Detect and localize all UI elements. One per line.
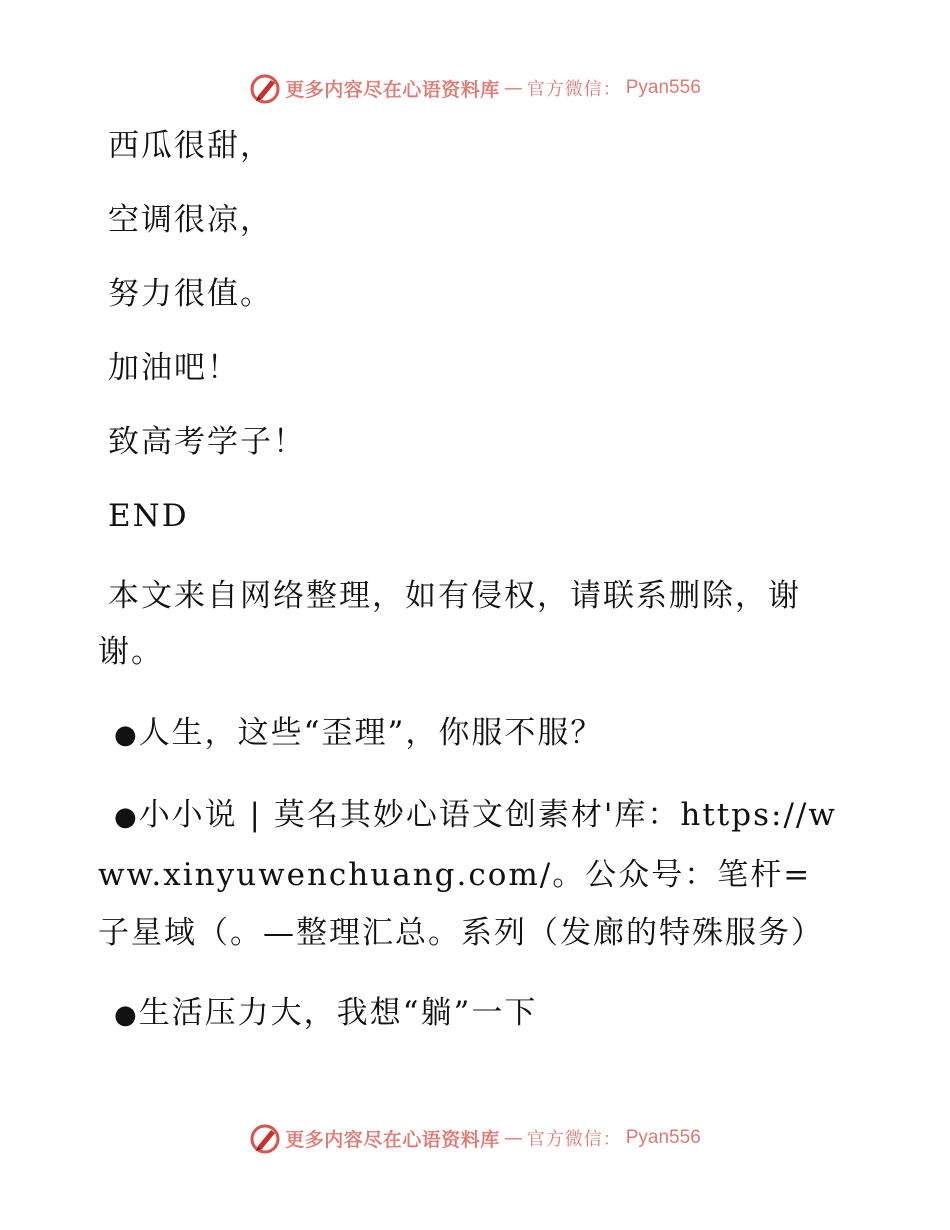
footer-wechat-id: Pyan556 [625,1127,701,1148]
page-header [0,72,950,104]
footer-brand-text: 更多内容尽在心语资料库 [285,1128,500,1151]
list-item[interactable] [98,786,838,962]
header-dash: — [503,77,523,99]
end-marker: END [108,498,189,534]
footer-dash: — [503,1127,523,1149]
text-line: 加油吧！ [108,350,240,386]
header-wechat-label: 官方微信： [526,79,622,100]
list-item-text: 生活压力大，我想“躺”一下 [138,995,538,1031]
bullet-dot-icon: ● [114,1000,139,1030]
footer-wechat-label: 官方微信： [526,1129,622,1150]
article-body [98,124,838,1066]
header-wechat-id: Pyan556 [625,77,701,98]
disclaimer-paragraph: 本文来自网络整理，如有侵权，请联系删除，谢谢。 [98,578,801,670]
list-item[interactable] [98,704,838,764]
text-line: 西瓜很甜， [108,128,273,164]
text-line: 致高考学子！ [108,424,306,460]
list-item-text: 人生，这些“歪理”，你服不服？ [138,715,604,751]
text-line: 空调很凉， [108,202,273,238]
bullet-dot-icon: ● [114,720,139,750]
text-line: 努力很值。 [108,276,273,312]
page-footer [0,1122,950,1154]
list-item-text: 小小说 | 莫名其妙心语文创素材'库：https://www.xinyuwenchuang.com/。公众号：笔杆=子星域（。—整理汇总。系列（发廊的特殊服务） [98,797,837,951]
header-brand-text: 更多内容尽在心语资料库 [285,78,500,101]
list-item[interactable] [98,984,838,1044]
pen-logo-icon [249,1122,281,1154]
pen-logo-icon [249,72,281,104]
bullet-dot-icon: ● [114,802,139,832]
